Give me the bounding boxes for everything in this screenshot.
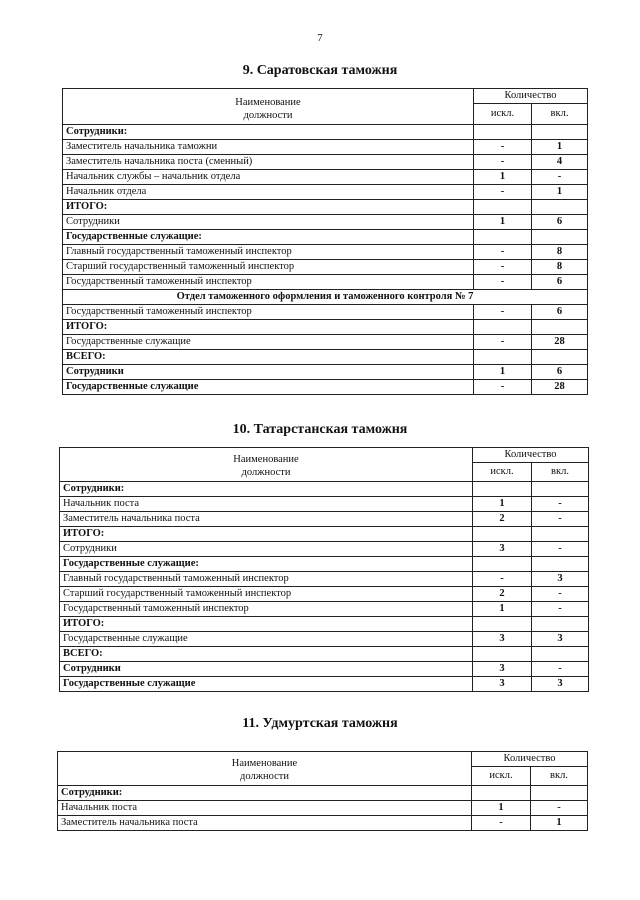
excluded-count: 3 — [473, 632, 532, 647]
column-header-quantity: Количество — [474, 89, 588, 104]
table-row — [60, 647, 589, 662]
included-count: 1 — [532, 140, 588, 155]
position-name: Сотрудники: — [60, 482, 473, 497]
included-count — [532, 200, 588, 215]
position-name: Заместитель начальника поста — [58, 816, 472, 831]
excluded-count: - — [474, 275, 532, 290]
position-name: ИТОГО: — [60, 527, 473, 542]
included-count: - — [531, 801, 588, 816]
position-name: Начальник поста — [60, 497, 473, 512]
excluded-count — [473, 647, 532, 662]
position-name: Заместитель начальника поста (сменный) — [63, 155, 474, 170]
position-name: Сотрудники — [60, 542, 473, 557]
excluded-count: 3 — [473, 677, 532, 692]
table-row — [63, 215, 588, 230]
section-title-saratov: 9. Саратовская таможня — [242, 63, 398, 78]
excluded-count: - — [474, 380, 532, 395]
table-row — [58, 816, 588, 831]
included-count: 28 — [532, 380, 588, 395]
column-header-position: Наименование должности — [63, 89, 474, 125]
position-name: ИТОГО: — [60, 617, 473, 632]
table-row — [60, 632, 589, 647]
included-count: - — [532, 587, 589, 602]
included-count: - — [532, 602, 589, 617]
excluded-count — [473, 482, 532, 497]
table-row — [60, 572, 589, 587]
subdivision-heading: Отдел таможенного оформления и таможенного контроля № 7 — [63, 290, 588, 305]
excluded-count: - — [474, 140, 532, 155]
included-count — [532, 125, 588, 140]
included-count: - — [532, 170, 588, 185]
included-count: - — [532, 662, 589, 677]
column-header-quantity: Количество — [472, 752, 588, 767]
excluded-count: 3 — [473, 662, 532, 677]
table-row — [63, 320, 588, 335]
column-header-included: вкл. — [532, 104, 588, 125]
table-row — [60, 677, 589, 692]
position-name: Государственные служащие — [63, 335, 474, 350]
excluded-count: - — [472, 816, 531, 831]
staff-table-saratov — [62, 88, 588, 395]
excluded-count: 1 — [472, 801, 531, 816]
excluded-count: 1 — [474, 170, 532, 185]
excluded-count: - — [474, 305, 532, 320]
table-row — [63, 245, 588, 260]
position-name: Главный государственный таможенный инспектор — [60, 572, 473, 587]
table-row — [63, 260, 588, 275]
included-count: 3 — [532, 632, 589, 647]
table-row — [63, 185, 588, 200]
table-row — [63, 125, 588, 140]
included-count: - — [532, 542, 589, 557]
page-number: 7 — [317, 32, 323, 44]
excluded-count — [474, 125, 532, 140]
position-name: ВСЕГО: — [63, 350, 474, 365]
table-row — [60, 482, 589, 497]
excluded-count — [473, 617, 532, 632]
position-name: Сотрудники: — [58, 786, 472, 801]
position-name: Государственные служащие — [60, 632, 473, 647]
included-count: 6 — [532, 365, 588, 380]
excluded-count: - — [473, 572, 532, 587]
included-count — [532, 320, 588, 335]
position-name: Старший государственный таможенный инспектор — [60, 587, 473, 602]
position-name: ИТОГО: — [63, 200, 474, 215]
position-name: Главный государственный таможенный инспектор — [63, 245, 474, 260]
excluded-count — [474, 200, 532, 215]
position-name: Начальник поста — [58, 801, 472, 816]
excluded-count: - — [474, 245, 532, 260]
included-count: - — [532, 512, 589, 527]
included-count: 6 — [532, 215, 588, 230]
position-name: Государственные служащие — [63, 380, 474, 395]
included-count: 8 — [532, 245, 588, 260]
position-name: Государственные служащие: — [60, 557, 473, 572]
included-count: 28 — [532, 335, 588, 350]
table-row — [60, 542, 589, 557]
excluded-count: 1 — [474, 215, 532, 230]
included-count — [532, 230, 588, 245]
column-header-position: Наименование должности — [60, 448, 473, 482]
included-count: 1 — [532, 185, 588, 200]
position-name: Государственный таможенный инспектор — [63, 305, 474, 320]
excluded-count — [474, 230, 532, 245]
position-name: Государственные служащие — [60, 677, 473, 692]
excluded-count: 2 — [473, 512, 532, 527]
table-row — [63, 155, 588, 170]
excluded-count — [474, 320, 532, 335]
excluded-count: 1 — [473, 497, 532, 512]
included-count — [532, 647, 589, 662]
column-header-included: вкл. — [532, 463, 589, 482]
position-name: Заместитель начальника поста — [60, 512, 473, 527]
staff-table-tatarstan — [59, 447, 589, 692]
position-name: Сотрудники: — [63, 125, 474, 140]
section-title-tatarstan: 10. Татарстанская таможня — [232, 422, 408, 437]
table-row — [63, 335, 588, 350]
table-row — [60, 662, 589, 677]
included-count — [531, 786, 588, 801]
included-count: 3 — [532, 572, 589, 587]
position-name: Государственный таможенный инспектор — [60, 602, 473, 617]
excluded-count: - — [474, 260, 532, 275]
excluded-count — [473, 527, 532, 542]
table-row — [60, 497, 589, 512]
excluded-count: - — [474, 185, 532, 200]
included-count: 6 — [532, 305, 588, 320]
column-header-included: вкл. — [531, 767, 588, 786]
position-name: ВСЕГО: — [60, 647, 473, 662]
table-row — [63, 170, 588, 185]
position-name: ИТОГО: — [63, 320, 474, 335]
position-name: Государственные служащие: — [63, 230, 474, 245]
position-name: Сотрудники — [60, 662, 473, 677]
table-row — [63, 290, 588, 305]
column-header-quantity: Количество — [473, 448, 589, 463]
included-count — [532, 527, 589, 542]
table-row — [63, 140, 588, 155]
excluded-count: 1 — [474, 365, 532, 380]
included-count — [532, 350, 588, 365]
excluded-count — [473, 557, 532, 572]
position-name: Заместитель начальника таможни — [63, 140, 474, 155]
excluded-count: - — [474, 155, 532, 170]
included-count — [532, 617, 589, 632]
table-row — [58, 801, 588, 816]
position-name: Старший государственный таможенный инспектор — [63, 260, 474, 275]
table-row — [60, 587, 589, 602]
table-row — [60, 557, 589, 572]
table-row — [63, 230, 588, 245]
position-name: Сотрудники — [63, 215, 474, 230]
included-count: 1 — [531, 816, 588, 831]
column-header-excluded: искл. — [473, 463, 532, 482]
included-count: 4 — [532, 155, 588, 170]
table-row — [60, 512, 589, 527]
section-title-udmurtia: 11. Удмуртская таможня — [242, 716, 398, 731]
included-count — [532, 557, 589, 572]
table-row — [63, 305, 588, 320]
column-header-position: Наименование должности — [58, 752, 472, 786]
included-count — [532, 482, 589, 497]
position-name: Сотрудники — [63, 365, 474, 380]
included-count: - — [532, 497, 589, 512]
table-row — [60, 602, 589, 617]
table-row — [63, 380, 588, 395]
table-row — [60, 527, 589, 542]
excluded-count: 1 — [473, 602, 532, 617]
table-row — [60, 617, 589, 632]
table-row — [63, 275, 588, 290]
position-name: Государственный таможенный инспектор — [63, 275, 474, 290]
position-name: Начальник службы – начальник отдела — [63, 170, 474, 185]
table-row — [63, 365, 588, 380]
included-count: 3 — [532, 677, 589, 692]
table-row — [63, 200, 588, 215]
included-count: 8 — [532, 260, 588, 275]
column-header-excluded: искл. — [472, 767, 531, 786]
staff-table-udmurtia — [57, 751, 588, 831]
excluded-count — [472, 786, 531, 801]
column-header-excluded: искл. — [474, 104, 532, 125]
excluded-count: - — [474, 335, 532, 350]
table-row — [63, 350, 588, 365]
excluded-count: 2 — [473, 587, 532, 602]
included-count: 6 — [532, 275, 588, 290]
excluded-count — [474, 350, 532, 365]
excluded-count: 3 — [473, 542, 532, 557]
position-name: Начальник отдела — [63, 185, 474, 200]
table-row — [58, 786, 588, 801]
